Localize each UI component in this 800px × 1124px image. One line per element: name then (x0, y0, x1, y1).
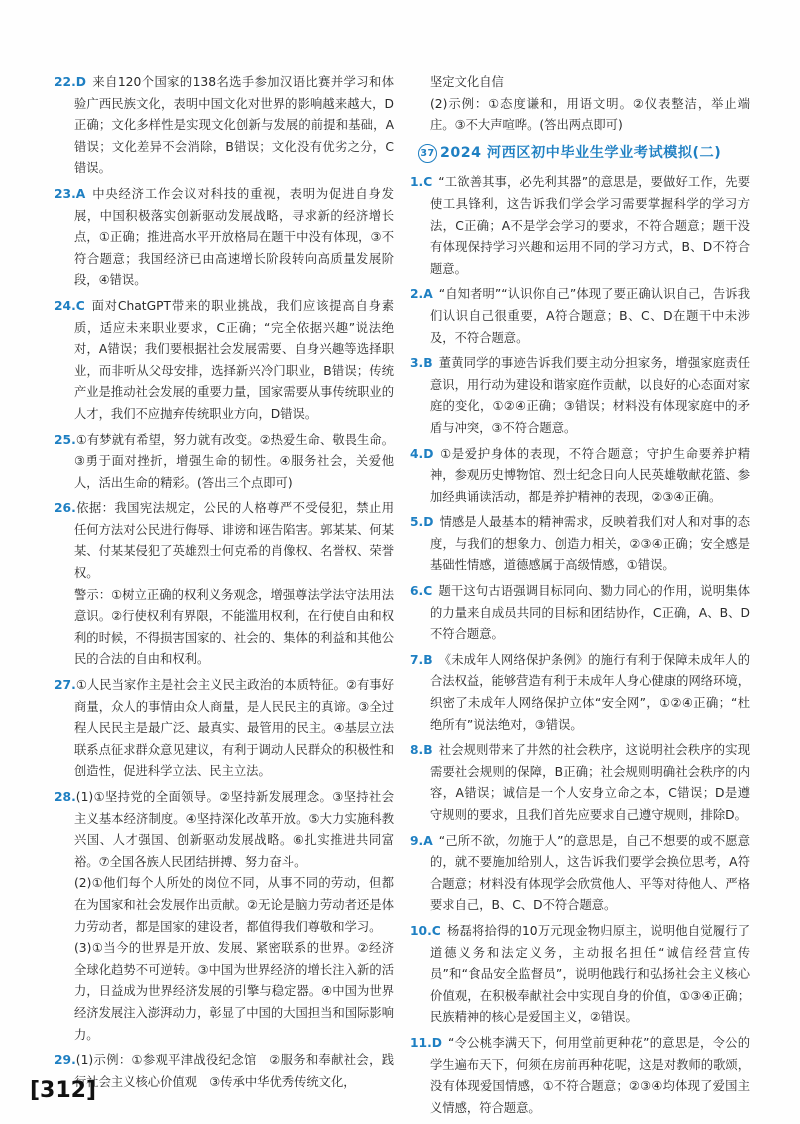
answer-letter: B (423, 652, 433, 667)
answer-entry (410, 1033, 750, 1119)
question-number: 11. (410, 1035, 432, 1050)
answer-entry (410, 921, 750, 1029)
question-number: 22. (54, 75, 76, 89)
question-number: 24. (54, 298, 76, 313)
question-number: 6. (410, 584, 424, 599)
answer-entry (410, 353, 750, 439)
question-number: 25. (54, 432, 76, 447)
answer-letter: A (423, 287, 433, 302)
explanation-text: 情感是人最基本的精神需求，反映着我们对人和对事的态度，与我们的想象力、创造力相关，②③④正确；安全感是基础性情感，道德感属于高级情感，①错误。 (430, 515, 750, 573)
answer-letter: D (423, 515, 434, 530)
answer-letter: A (75, 186, 86, 201)
answer-entry (410, 831, 750, 917)
explanation-text: 警示：①树立正确的权利义务观念，增强尊法学法守法用法意识。②行使权利有界限，不能滥用权利，在行使自由和权利的时候，不得损害国家的、社会的、集体的利益和其他公民的合法的自由和权利。 (74, 587, 394, 667)
explanation-text: “己所不欲，勿施于人”的意思是，自己不想要的或不愿意的，就不要施加给别人，这告诉我们要学会换位思考，A符合题意；材料没有体现学会欣赏他人、平等对待他人、严格要求自己，B、C、D不符合题意。 (430, 833, 750, 913)
question-number: 1. (410, 175, 424, 190)
question-number: 2. (410, 287, 424, 302)
answer-entry (54, 430, 394, 495)
explanation-text: ①是爱护身体的表现，不符合题意；守护生命要养护精神，参观历史博物馆、烈士纪念日向人民英雄敬献花篮、参加经典诵读活动，都是养护精神的表现，②③④正确。 (430, 446, 750, 504)
explanation-text: “自知者明”“认识你自己”体现了要正确认识自己，告诉我们认识自己很重要，A符合题意；B、C、D在题干中未涉及，不符合题意。 (430, 287, 750, 345)
left-column (54, 72, 394, 1097)
answer-letter: D (423, 446, 434, 461)
answer-letter: B (423, 356, 433, 371)
explanation-text: ①人民当家作主是社会主义民主政治的本质特征。②有事好商量，众人的事情由众人商量，是人民民主的真谛。③全过程人民民主是最广泛、最真实、最管用的民主。④基层立法联系点征求群众意见建议，有利于调动人民群众的积极性和创造性，促进科学立法、民主立法。 (74, 678, 394, 779)
explanation-text: 杨磊将拾得的10万元现金物归原主，说明他自觉履行了道德义务和法定义务，主动报名担任“诚信经营宣传员”和“食品安全监督员”，说明他践行和弘扬社会主义核心价值观，在积极奉献社会中实现自身的价值，①③④正确；民族精神的核心是爱国主义，②错误。 (430, 923, 750, 1025)
answer-entry (54, 72, 394, 180)
question-number: 5. (410, 515, 424, 530)
explanation-text: 面对ChatGPT带来的职业挑战，我们应该提高自身素质，适应未来职业要求，C正确；“完全依据兴趣”说法绝对，A错误；我们要根据社会发展需要、自身兴趣等选择职业，而非听从父母安排，选择新兴冷门职业，B错误；传统产业是推动社会发展的重要力量，国家需要从事传统职业的人才，我们不应抛弃传统职业方向，D错误。 (74, 298, 394, 421)
question-number: 8. (410, 743, 424, 758)
question-number: 27. (54, 678, 76, 693)
section-title (418, 143, 750, 165)
explanation-text: 社会规则带来了井然的社会秩序，这说明社会秩序的实现需要社会规则的保障，B正确；社会规则明确社会秩序的内容，A错误；诚信是一个人安身立命之本，C错误；D是遵守规则的要求，且我们首先应要求自己遵守规则，排除D。 (430, 743, 750, 822)
answer-letter: A (423, 833, 433, 848)
continued-text: (2)示例：①态度谦和，用语文明。②仪表整洁，举止端庄。③不大声喧哗。(答出两点即可) (430, 96, 750, 133)
question-number: 3. (410, 356, 424, 371)
answer-letter: D (431, 1035, 443, 1050)
answer-letter: B (423, 743, 433, 758)
question-number: 10. (410, 923, 432, 938)
question-number: 26. (54, 501, 76, 516)
explanation-text: (3)①当今的世界是开放、发展、紧密联系的世界。②经济全球化趋势不可逆转。③中国为世界经济的增长注入新的活力，日益成为世界经济发展的引擎与稳定器。④中国为世界经济发展注入澎湃动力，彰显了中国的大国担当和国际影响力。 (74, 941, 394, 1042)
explanation-text: (1)①坚持党的全面领导。②坚持新发展理念。③坚持社会主义基本经济制度。④坚持深化改革开放。⑤大力实施科教兴国、人才强国、创新驱动发展战略。⑥扎实推进共同富裕。⑦全国各族人民团结拼搏、努力奋斗。 (74, 790, 394, 869)
question-number: 7. (410, 652, 424, 667)
explanation-text: (2)①他们每个人所处的岗位不同，从事不同的劳动，但都在为国家和社会发展作出贡献。②无论是脑力劳动者还是体力劳动者，都是国家的建设者，都值得我们尊敬和学习。 (74, 876, 394, 934)
answer-entry (54, 498, 394, 671)
explanation-text: ①有梦就有希望，努力就有改变。②热爱生命、敬畏生命。③勇于面对挫折，增强生命的韧性。④服务社会，关爱他人，活出生命的精彩。(答出三个点即可) (74, 432, 394, 490)
answer-entry (410, 740, 750, 826)
answer-entry (54, 1050, 394, 1093)
answer-entry (410, 581, 750, 646)
answer-letter: C (423, 175, 433, 190)
answer-letter: C (431, 923, 441, 938)
question-number: 23. (54, 186, 76, 201)
question-number: 4. (410, 446, 424, 461)
explanation-text: 中央经济工作会议对科技的重视，表明为促进自身发展，中国积极落实创新驱动发展战略，寻求新的经济增长点，①正确；推进高水平开放格局在题干中没有体现，③不符合题意；我国经济已由高速增长阶段转向高质量发展阶段，④错误。 (74, 186, 394, 288)
answer-letter: D (75, 75, 87, 89)
explanation-text: “令公桃李满天下，何用堂前更种花”的意思是，令公的学生遍布天下，何须在房前再种花呢，这是对教师的歌颂，没有体现爱国情感，①不符合题意；②③④均体现了爱国主义情感，符合题意。 (430, 1035, 750, 1115)
explanation-text: “工欲善其事，必先利其器”的意思是，要做好工作，先要使工具锋利，这告诉我们学会学习需要掌握科学的学习方法，C正确；A不是学会学习的要求，不符合题意；题干没有体现保持学习兴趣和运用不同的学习方式，B、D不符合题意。 (430, 175, 750, 276)
answer-entry (54, 296, 394, 426)
right-column (410, 72, 750, 1123)
continued-text: 坚定文化自信 (430, 75, 504, 89)
question-number: 9. (410, 833, 424, 848)
answer-entry (410, 284, 750, 349)
answer-entry (410, 512, 750, 577)
explanation-text: 来自120个国家的138名选手参加汉语比赛并学习和体验广西民族文化，表明中国文化对世界的影响越来越大，D正确；文化多样性是实现文化创新与发展的前提和基础，A错误；文化差异不会消除，B错误；文化没有优劣之分，C错误。 (74, 75, 394, 176)
answer-entry (54, 675, 394, 783)
section-title-text: 2024 河西区初中毕业生学业考试模拟(二) (440, 144, 722, 161)
answer-entry (410, 444, 750, 509)
answer-entry (410, 650, 750, 736)
explanation-text: (1)示例：①参观平津战役纪念馆 ②服务和奉献社会，践行社会主义核心价值观 ③传承中华优秀传统文化， (74, 1053, 394, 1089)
question-number: 29. (54, 1053, 76, 1068)
explanation-text: 题干这句古语强调目标同向、勠力同心的作用，说明集体的力量来自成员共同的目标和团结协作，C正确，A、B、D不符合题意。 (430, 584, 750, 642)
answer-entry (410, 172, 750, 280)
answer-entry (54, 787, 394, 1046)
answer-entry (54, 184, 394, 292)
explanation-text: 董黄同学的事迹告诉我们要主动分担家务，增强家庭责任意识，用行动为建设和谐家庭作贡献，以良好的心态面对家庭的变化，①②④正确；③错误；材料没有体现家庭中的矛盾与冲突，③不符合题意。 (430, 356, 750, 435)
page-number: [312] (30, 1078, 97, 1103)
section-number: 37 (418, 144, 437, 163)
answer-letter: C (75, 298, 85, 313)
explanation-text: 依据：我国宪法规定，公民的人格尊严不受侵犯，禁止用任何方法对公民进行侮辱、诽谤和诬告陷害。郭某某、何某某、付某某侵犯了英雄烈士何克希的肖像权、名誉权、荣誉权。 (74, 501, 394, 581)
explanation-text: 《未成年人网络保护条例》的施行有利于保障未成年人的合法权益，能够营造有利于未成年人身心健康的网络环境，织密了未成年人网络保护立体“安全网”，①②④正确；“杜绝所有”说法绝对，③错误。 (430, 652, 750, 732)
answer-letter: C (423, 584, 433, 599)
question-number: 28. (54, 790, 76, 804)
